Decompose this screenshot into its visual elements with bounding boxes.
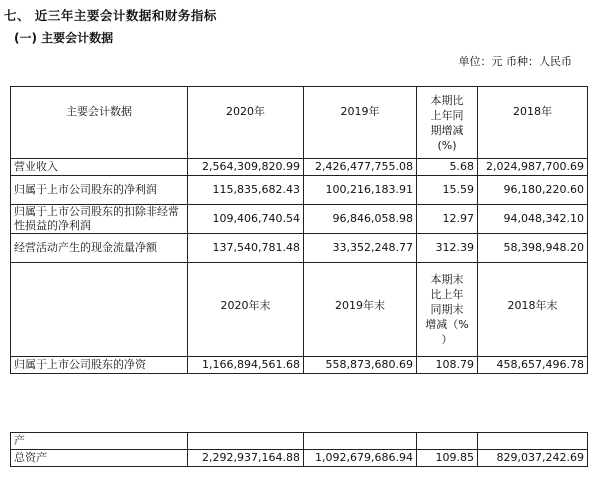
header-2020: 2020年 bbox=[188, 87, 304, 159]
header-2019: 2019年 bbox=[304, 87, 417, 159]
header2-2019: 2019年末 bbox=[304, 263, 417, 357]
row-label: 归属于上市公司股东的扣除非经常性损益的净利润 bbox=[11, 205, 188, 234]
table-row bbox=[11, 205, 588, 234]
table-row bbox=[11, 433, 588, 450]
continued-table bbox=[10, 432, 588, 467]
cell-2019: 100,216,183.91 bbox=[304, 176, 417, 205]
cell-2020: 137,540,781.48 bbox=[188, 234, 304, 263]
header2-change-line: 同期末 bbox=[430, 303, 464, 316]
cell-change: 109.85 bbox=[417, 450, 478, 467]
cell-change: 15.59 bbox=[417, 176, 478, 205]
cell-2019 bbox=[304, 433, 417, 450]
section-title: 七、 近三年主要会计数据和财务指标 bbox=[4, 8, 217, 23]
header-change-line: 上年同 bbox=[430, 108, 464, 122]
cell-2019: 2,426,477,755.08 bbox=[304, 159, 417, 176]
row-label: 经营活动产生的现金流量净额 bbox=[11, 234, 188, 263]
header-2018: 2018年 bbox=[478, 87, 588, 159]
cell-2019: 96,846,058.98 bbox=[304, 205, 417, 234]
cell-2019: 1,092,679,686.94 bbox=[304, 450, 417, 467]
header2-change-line: 比上年 bbox=[430, 288, 464, 301]
table-row bbox=[11, 357, 588, 374]
header2-2018: 2018年末 bbox=[478, 263, 588, 357]
cell-2020: 2,564,309,820.99 bbox=[188, 159, 304, 176]
cell-2019: 558,873,680.69 bbox=[304, 357, 417, 374]
row-label: 产 bbox=[11, 433, 188, 450]
header2-change-line: 增减（% bbox=[425, 318, 469, 331]
cell-2020: 109,406,740.54 bbox=[188, 205, 304, 234]
header2-2020: 2020年末 bbox=[188, 263, 304, 357]
cell-2020: 2,292,937,164.88 bbox=[188, 450, 304, 467]
cell-2018: 58,398,948.20 bbox=[478, 234, 588, 263]
row-label: 营业收入 bbox=[11, 159, 188, 176]
main-accounting-data-table bbox=[10, 86, 588, 374]
cell-change: 5.68 bbox=[417, 159, 478, 176]
cell-change: 312.39 bbox=[417, 234, 478, 263]
table-row bbox=[11, 450, 588, 467]
header2-empty bbox=[11, 263, 188, 357]
table-row bbox=[11, 234, 588, 263]
cell-2018: 829,037,242.69 bbox=[478, 450, 588, 467]
header-change-line: 期增减 bbox=[430, 123, 464, 137]
header2-change-line: ） bbox=[441, 333, 453, 346]
cell-2018 bbox=[478, 433, 588, 450]
cell-2020 bbox=[188, 433, 304, 450]
row-label: 归属于上市公司股东的净利润 bbox=[11, 176, 188, 205]
row-label: 总资产 bbox=[11, 450, 188, 467]
cell-2020: 1,166,894,561.68 bbox=[188, 357, 304, 374]
header-change bbox=[417, 87, 478, 159]
header-label: 主要会计数据 bbox=[11, 87, 188, 159]
unit-line: 单位：元 币种：人民币 bbox=[458, 55, 572, 68]
table-header-row bbox=[11, 87, 588, 159]
header2-change bbox=[417, 263, 478, 357]
cell-change: 12.97 bbox=[417, 205, 478, 234]
cell-2018: 94,048,342.10 bbox=[478, 205, 588, 234]
table-header-row-2 bbox=[11, 263, 588, 357]
row-label: 归属于上市公司股东的净资 bbox=[11, 357, 188, 374]
header2-change-line: 本期末 bbox=[430, 273, 464, 286]
cell-2018: 2,024,987,700.69 bbox=[478, 159, 588, 176]
table-row bbox=[11, 176, 588, 205]
cell-2020: 115,835,682.43 bbox=[188, 176, 304, 205]
cell-change bbox=[417, 433, 478, 450]
table-row bbox=[11, 159, 588, 176]
cell-2019: 33,352,248.77 bbox=[304, 234, 417, 263]
cell-2018: 458,657,496.78 bbox=[478, 357, 588, 374]
subsection-title: (一) 主要会计数据 bbox=[14, 31, 114, 45]
header-change-line: (%) bbox=[437, 138, 457, 152]
cell-2018: 96,180,220.60 bbox=[478, 176, 588, 205]
header-change-line: 本期比 bbox=[430, 93, 464, 107]
cell-change: 108.79 bbox=[417, 357, 478, 374]
